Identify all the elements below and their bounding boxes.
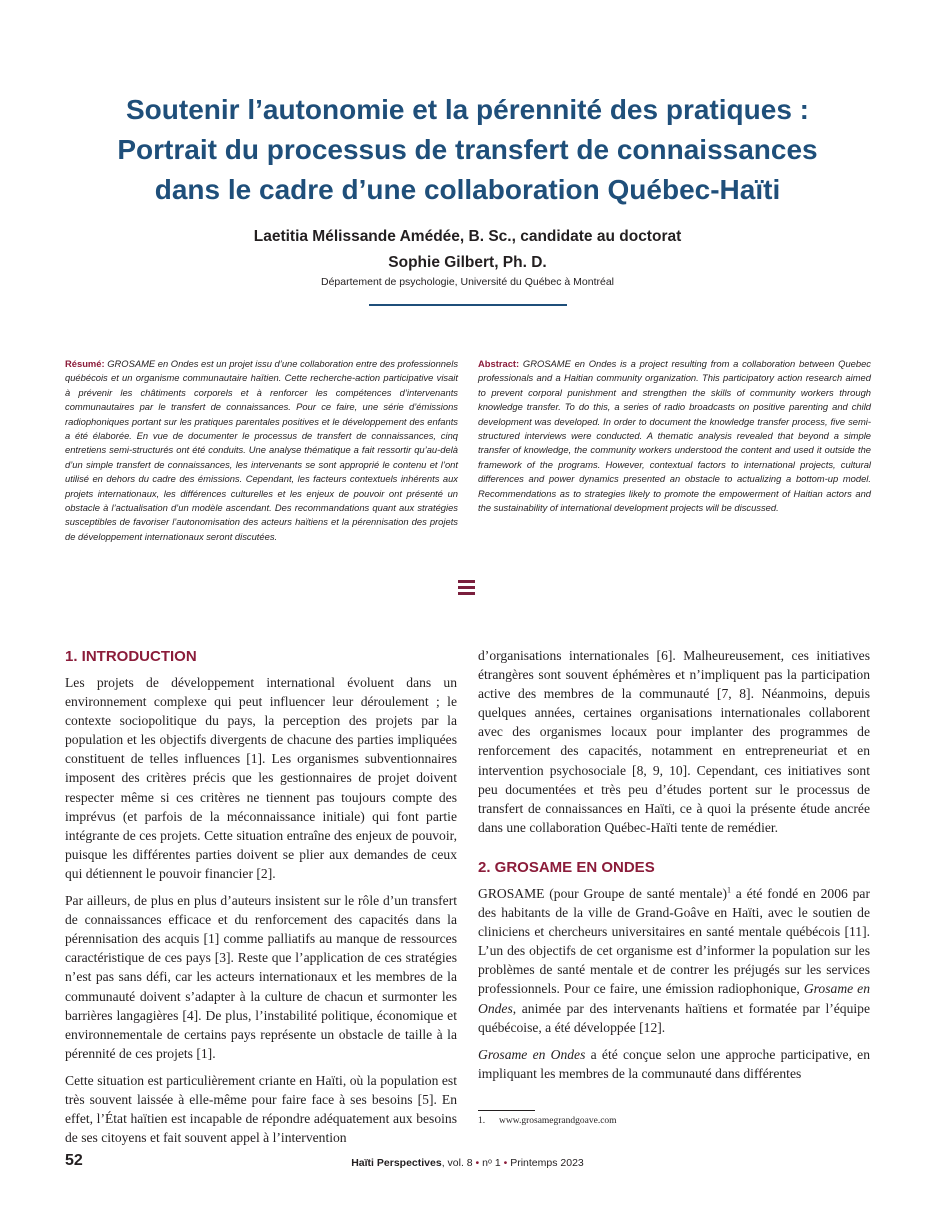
abstract-english [478,357,871,515]
body-column-right [478,646,870,1091]
footnote-url[interactable]: www.grosamegrandgoave.com [499,1116,617,1126]
author-1: Laetitia Mélissande Amédée, B. Sc., candidate au doctorat [253,228,682,245]
three-bar-divider-icon [458,580,475,596]
article-title [60,90,875,210]
footer-separator-1: • [472,1157,483,1169]
abstract-french [65,357,458,544]
section-2-paragraph-1 [478,884,870,1037]
section-1-paragraph-2: Par ailleurs, de plus en plus d’auteurs insistent sur le rôle d’un transfert de connaissances efficace et du renforcement des capacités dans la pérennisation des acquis [1] comme palliatifs au manque de ressources caractéristique de ces pays [3]. Reste que l’application de ces stratégies n’est pas sans défi, car les acteurs internationaux et les membres de la communauté doivent s’adapter à la culture de chacun et surmonter les barrières langagières [4]. De plus, l’instabilité politique, économique et environnementale de certains pays représente un obstacle de taille à la pérennité de ces projets [1]. [65,893,457,1061]
footnote [478,1116,617,1126]
section-1-paragraph-3: Cette situation est particulièrement criante en Haïti, où la population est très souvent laissée à elle-même pour faire face à ses besoins [5]. En effet, l’État haïtien est incapable de répondre adéquatement aux besoins de ses citoyens et fait souvent appel à l’intervention [65,1072,457,1146]
section-2-p2-text: a été conçue selon une approche participative, en impliquant les membres de la communauté dans différentes [478,1046,870,1081]
journal-volume: , vol. 8 [441,1157,473,1169]
journal-issue: nᵒ 1 [482,1157,501,1169]
abstract-english-label: Abstract: [478,358,520,369]
page-number: 52 [65,1152,83,1169]
title-line-3: dans le cadre d’une collaboration Québec-Haïti [154,174,781,205]
section-2-p2-italic: Grosame en Ondes [478,1046,586,1062]
section-2-p1-text-b: a été fondé en 2006 par des habitants de la ville de Grand-Goâve en Haïti, avec le soutien de cliniciens et chercheurs universitaires en santé mentale québécois [11]. L’un des objectifs de cet organisme est d’informer la population sur les problèmes de santé mentale et de contrer les préjugés sur les services professionnels. Pour ce faire, une émission radiophonique, [478,885,870,997]
journal-season: Printemps 2023 [510,1157,584,1169]
title-line-2: Portrait du processus de transfert de connaissances [117,134,818,165]
section-1-paragraph-3-continued: d’organisations internationales [6]. Malheureusement, ces initiatives étrangères sont souvent éphémères et n’impliquent pas la participation active des membres de la communauté [7, 8]. Néanmoins, depuis quelques années, certaines organisations internationales collaborent avec des organismes locaux pour implanter des programmes de renforcement des capacités, notamment en entrepreneuriat et en intervention psychosociale [8, 9, 10]. Cependant, ces initiatives sont peu documentées et très peu d’études portent sur le processus de transfert de connaissances en Haïti, ce à quoi la présente étude ancrée dans une collaboration Québec-Haïti tente de remédier. [478,648,870,835]
footer-separator-2: • [500,1157,511,1169]
abstract-french-text: GROSAME en Ondes est un projet issu d’une collaboration entre des professionnels québécois et un organisme communautaire haïtien. Cette recherche-action participative visait à prévenir les châtiments corporels et à renforcer les compétences d’intervenants communautaires par le transfert de connaissances. Pour ce faire, une série d’émissions radiophoniques portant sur les pratiques parentales positives et le développement des enfants a été élaborée. En vue de documenter le processus de transfert de connaissances, cinq entretiens semi-structurés ont été conduits. Une analyse thématique a fait ressortir qu’au-delà d’un simple transfert de connaissances, les intervenants se sont approprié le contenu et l’ont utilisé en dehors du cadre des émissions. Cependant, les facteurs contextuels inhérents aux projets internationaux, les différences culturelles et les enjeux de pouvoir ont présenté un obstacle à l’actualisation d’un modèle ascendant. Des recommandations quant aux stratégies susceptibles de favoriser l’autonomisation des acteurs haïtiens et la pérennisation des projets de développement internationaux seront discutées. [65,358,459,542]
affiliation: Département de psychologie, Université du Québec à Montréal [321,276,614,288]
section-2-p1-italic: Grosame en Ondes [478,981,870,1016]
section-1-heading: 1. INTRODUCTION [65,648,197,665]
journal-footer [0,1157,935,1169]
footnote-reference[interactable]: 1 [726,885,731,895]
section-2-p1-text-c: , animée par des intervenants haïtiens et formatée par l’équipe québécoise, a été développée [12]. [478,1000,870,1035]
title-rule [369,304,567,306]
section-2-p1-text-a: GROSAME (pour Groupe de santé mentale) [478,885,727,901]
journal-name: Haïti Perspectives [351,1157,442,1169]
abstract-english-text: GROSAME en Ondes is a project resulting from a collaboration between Quebec professionals and a Haitian community organization. This participatory action research aimed to prevent corporal punishment and strengthen the skills of community workers through knowledge transfer. To do this, a series of radio broadcasts on positive parenting and child development was developed. In order to document the knowledge transfer process, five semi-structured interviews were conducted. A thematic analysis revealed that beyond a simple transfer of knowledge, the community workers understood the content and used it outside the framework of the programs. However, contextual factors to international projects, cultural differences and power dynamics presented an obstacle to actualizing a bottom-up model. Recommendations as to strategies likely to promote the empowerment of Haitian actors and the sustainability of international development projects will be discussed. [478,358,871,514]
author-2: Sophie Gilbert, Ph. D. [388,254,547,271]
body-column-left [65,646,457,1155]
footnote-number: 1. [478,1116,486,1126]
abstract-french-label: Résumé: [65,358,105,369]
title-line-1: Soutenir l’autonomie et la pérennité des pratiques : [125,94,809,125]
footnote-rule [478,1110,535,1111]
section-2-heading: 2. GROSAME EN ONDES [478,858,655,876]
section-2-paragraph-2 [478,1045,870,1083]
section-1-paragraph-1: Les projets de développement international évoluent dans un environnement complexe qui peut influencer leur déroulement ; le contexte sociopolitique du pays, la perception des projets par la population et les objectifs divergents de chacune des parties impliquées constituent de telles influences [1]. Les organismes subventionnaires imposent des critères précis que les gestionnaires de projet doivent respecter même si ces critères ne tiennent pas toujours compte des imprévus (et parfois de la méconnaissance initiale) qui font partie intégrante de ces projets. Cette situation entraîne des enjeux de pouvoir, puisque les différentes parties doivent se plier aux demandes de ceux qui détiennent le pouvoir financier [2]. [65,675,457,881]
